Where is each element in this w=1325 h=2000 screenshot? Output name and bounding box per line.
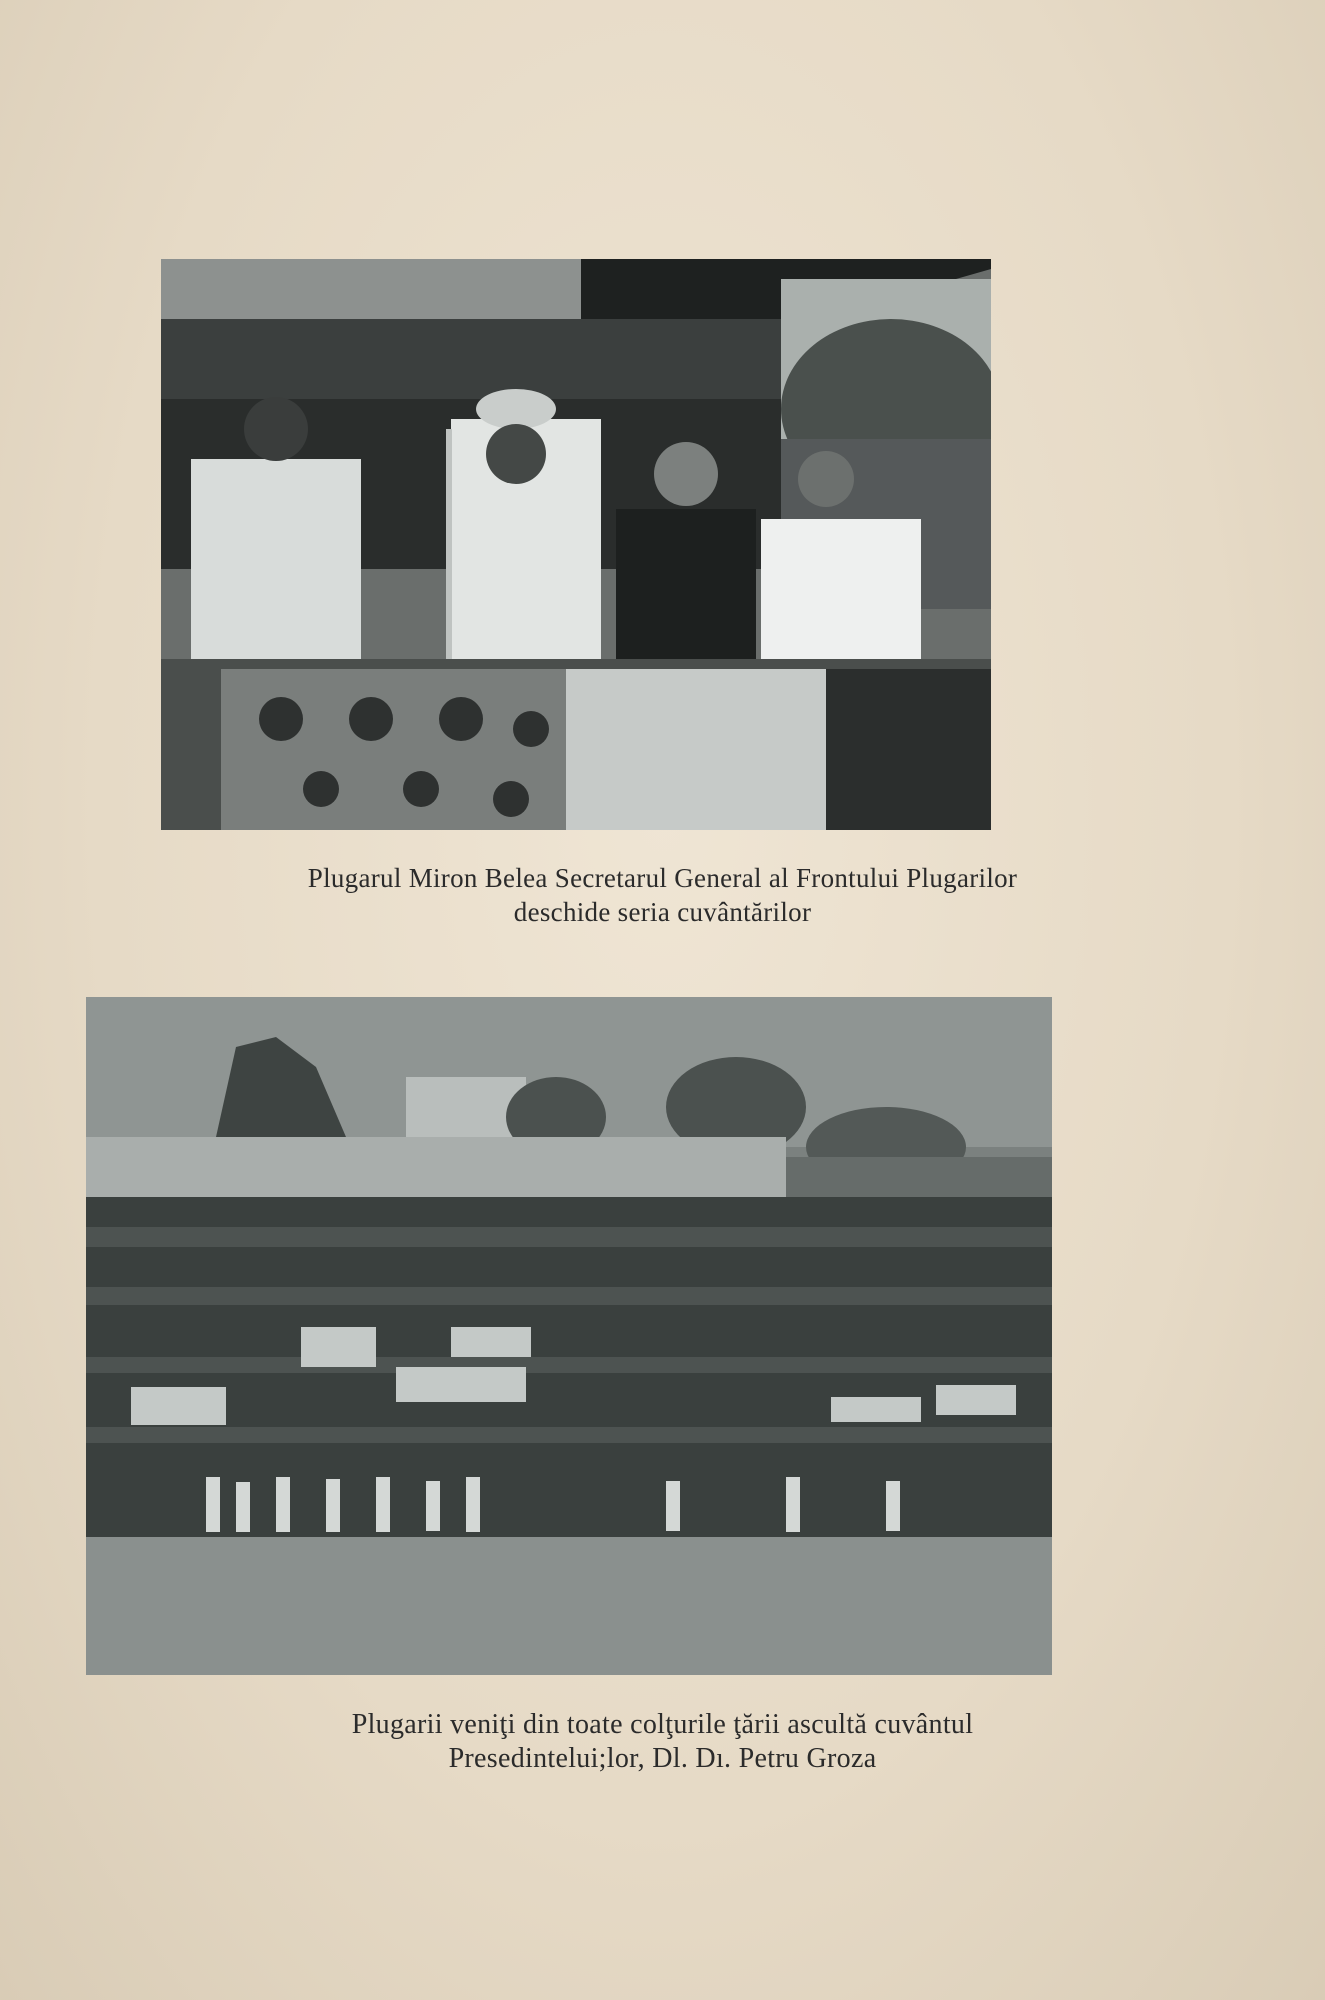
caption-crowd [0,1708,1325,1776]
caption-tribune-line2: deschide seria cuvântărilor [513,897,812,927]
caption-tribune-line1: Plugarul Miron Belea Secretarul General al Frontului Plugarilor [307,863,1018,893]
photo-crowd-gathering [86,997,1052,1675]
caption-tribune [0,861,1325,929]
photo-tribune-speakers [161,259,991,830]
photo-tribune-image [161,259,991,830]
caption-crowd-line1: Plugarii veniţi din toate colţurile ţării ascultă cuvântul [351,1709,974,1740]
photo-crowd-image [86,997,1052,1675]
caption-crowd-line2: Presedintelui;lor, Dl. Dı. Petru Groza [448,1743,877,1774]
